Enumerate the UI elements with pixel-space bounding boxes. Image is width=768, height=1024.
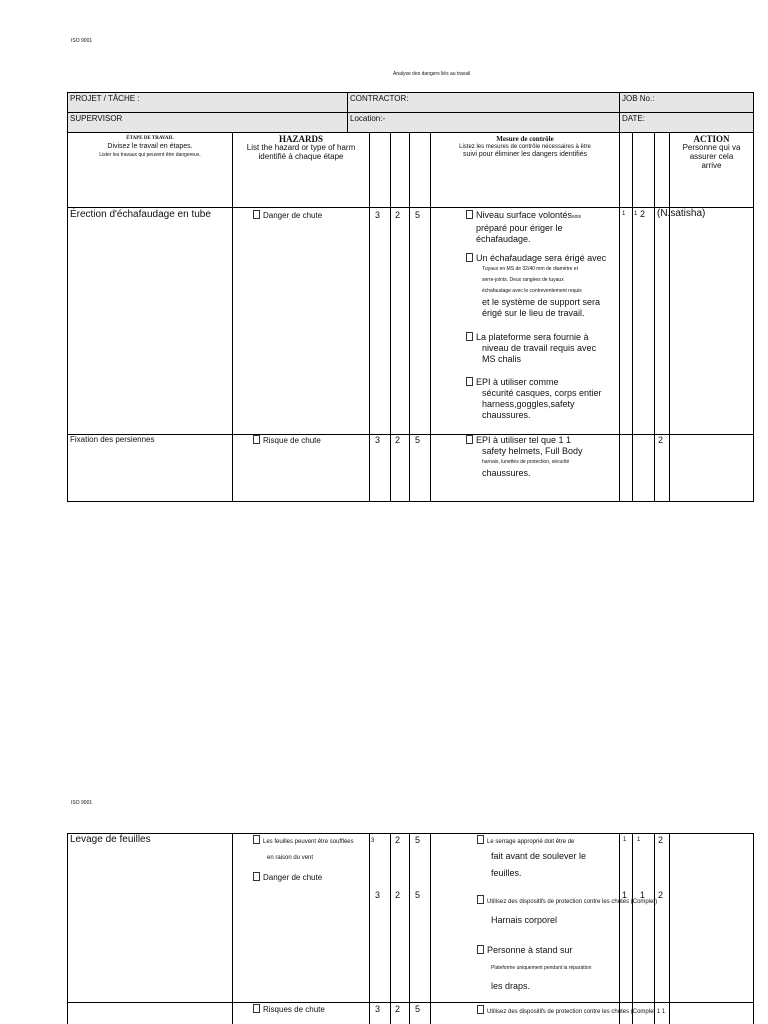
contractor-label: CONTRACTOR: xyxy=(350,94,409,103)
row1-c2s1: Tuyaux en MS de 32/40 mm de diamètre et xyxy=(482,266,578,272)
row1-c4b: sécurité casques, corps entier xyxy=(482,388,602,398)
supervisor-label: SUPERVISOR xyxy=(70,114,123,123)
bullet-box-icon xyxy=(466,253,473,262)
row1-hazard-text: Danger de chute xyxy=(263,211,323,220)
p2-row2-hazard-text: Risques de chute xyxy=(263,1005,325,1014)
control-header-title: Mesure de contrôle xyxy=(496,135,554,143)
p2-row1-control-1 xyxy=(477,835,627,882)
bullet-box-icon xyxy=(466,435,473,444)
row1-c3b: niveau de travail requis avec xyxy=(482,343,597,353)
date-label: DATE: xyxy=(622,114,645,123)
p2-row1-control-2 xyxy=(477,895,727,931)
row1-n3: 5 xyxy=(415,210,421,220)
bullet-box-icon xyxy=(253,872,260,881)
row2-step: Fixation des persiennes xyxy=(70,435,155,444)
row1-n1: 3 xyxy=(375,210,381,220)
control-header-line2: suivi pour éliminer les dangers identifiés xyxy=(462,151,588,158)
hazard-column-header xyxy=(233,135,369,161)
row1-c3: La plateforme sera fournie à xyxy=(476,332,589,342)
hazard-header-line1: List the hazard or type of harm xyxy=(246,143,356,152)
row2-c1s: harnais, lunettes de protection, sécurité xyxy=(482,459,570,465)
p2-row1-control-3 xyxy=(477,941,637,995)
p2-row1-m2: 2 xyxy=(395,890,401,900)
p2-row1-n3: 5 xyxy=(415,835,421,845)
p2-c1b: fait avant de soulever le xyxy=(491,851,587,861)
action-header-line3: arrive xyxy=(701,161,722,170)
bullet-box-icon xyxy=(477,835,484,844)
row2-a3: 2 xyxy=(658,435,664,445)
p2-hazard2: Danger de chute xyxy=(263,873,323,882)
control-header-line1: Listez les mesures de contrôle nécessaires à être xyxy=(459,144,591,150)
row1-a3: 2 xyxy=(640,209,646,219)
row1-n2: 2 xyxy=(395,210,401,220)
p2-row2-n3: 5 xyxy=(415,1004,421,1014)
hazard-header-title: HAZARDS xyxy=(278,134,323,144)
iso-label-page2: ISO 9001 xyxy=(71,800,93,806)
action-header-line1: Personne qui va xyxy=(682,143,741,152)
action-column-header xyxy=(670,135,753,170)
p2-row2-control-1 xyxy=(477,1005,665,1015)
bullet-box-icon xyxy=(253,210,260,219)
p2-row1-a1: 1 xyxy=(623,837,627,843)
p2-row1-a3: 2 xyxy=(658,835,664,845)
step-header-title: ÉTAPE DE TRAVAIL xyxy=(126,136,174,141)
p2-c2b: Harnais corporel xyxy=(491,915,558,925)
row1-control-3 xyxy=(466,332,626,365)
project-label: PROJET / TÂCHE : xyxy=(70,94,140,103)
row1-hazard xyxy=(253,210,322,221)
row2-n2: 2 xyxy=(395,435,401,445)
p2-row1-m3: 5 xyxy=(415,890,421,900)
p2-row1-n1: 3 xyxy=(371,838,375,844)
p2-row1-m1: 3 xyxy=(375,890,381,900)
p2-hazard1: Les feuilles peuvent être soufflées xyxy=(263,839,354,845)
row2-c1c: chaussures. xyxy=(482,468,531,478)
p2-row2-n1: 3 xyxy=(375,1004,381,1014)
p2-row2-n2: 2 xyxy=(395,1004,401,1014)
p2-row1-b2: 1 xyxy=(640,890,646,900)
row1-step: Érection d'échafaudage en tube xyxy=(70,209,211,220)
bullet-box-icon xyxy=(253,835,260,844)
document-title: Analyse des dangers liés au travail xyxy=(393,71,471,77)
row1-c2c: érigé sur le lieu de travail. xyxy=(482,308,585,318)
row1-c4d: chaussures. xyxy=(482,410,531,420)
bullet-box-icon xyxy=(477,895,484,904)
row1-c3c: MS chalis xyxy=(482,354,522,364)
row1-control-4 xyxy=(466,377,626,421)
p2-c3c: les draps. xyxy=(491,981,531,991)
row1-c1: Niveau surface volontés xyxy=(476,210,573,220)
row2-n3: 5 xyxy=(415,435,421,445)
row2-c1b: safety helmets, Full Body xyxy=(482,446,583,456)
header-band-2 xyxy=(67,112,753,132)
p2-row1-b3: 2 xyxy=(658,890,664,900)
iso-label: ISO 9001 xyxy=(71,38,93,44)
row1-sois: sois xyxy=(572,214,581,220)
p2-row1-hazard xyxy=(253,835,371,883)
row1-c4c: harness,goggles,safety xyxy=(482,399,575,409)
location-label: Location:- xyxy=(350,114,386,123)
p2-row1-a2: 1 xyxy=(637,837,641,843)
row1-a2: 1 xyxy=(634,211,638,217)
bullet-box-icon xyxy=(253,435,260,444)
hazard-header-line2: identifié à chaque étape xyxy=(258,152,344,161)
p2-row1-b1: 1 xyxy=(622,890,628,900)
row1-c4: EPI à utiliser comme xyxy=(476,377,559,387)
step-header-line2: Lister les travaux qui peuvent être dangereux. xyxy=(99,152,201,158)
p2-row1-n2: 2 xyxy=(395,835,401,845)
row1-c2: Un échafaudage sera érigé avec xyxy=(476,253,607,263)
p2-c1: Le serrage approprié doit être de xyxy=(487,839,575,845)
p2-hazard1b: en raison du vent xyxy=(267,855,314,861)
action-header-line2: assurer cela xyxy=(689,152,734,161)
p2-row1-step: Levage de feuilles xyxy=(70,834,151,845)
bullet-box-icon xyxy=(477,1005,484,1014)
row1-c1c: échafaudage. xyxy=(476,234,531,244)
p2-c1c: feuilles. xyxy=(491,868,522,878)
p2-row2-hazard xyxy=(253,1004,325,1015)
bullet-box-icon xyxy=(477,945,484,954)
bullet-box-icon xyxy=(466,377,473,386)
p2-c3s: Plateforme uniquement pendant la réparation xyxy=(491,965,592,971)
row1-action-person: (N.satisha) xyxy=(657,208,706,219)
row1-control-1 xyxy=(466,210,614,245)
row2-hazard-text: Risque de chute xyxy=(263,436,321,445)
row1-c2b: et le système de support sera xyxy=(482,297,601,307)
p2-c2: Utilisez des dispositifs de protection contre les chutes (Complet) xyxy=(487,899,658,905)
bullet-box-icon xyxy=(466,210,473,219)
step-column-header xyxy=(68,135,232,159)
job-number-label: JOB No.: xyxy=(622,94,655,103)
row1-control-2 xyxy=(466,253,628,319)
row1-c1b: préparé pour ériger le xyxy=(476,223,563,233)
p2-row2-c1: Utilisez des dispositifs de protection contre les chutes (Complet 1 1 xyxy=(487,1009,666,1015)
row2-control-1 xyxy=(466,435,636,479)
action-header-title: ACTION xyxy=(693,134,730,144)
bullet-box-icon xyxy=(466,332,473,341)
row1-c2s3: échafaudage avec le contreventement requis xyxy=(482,288,582,294)
control-column-header xyxy=(431,135,619,159)
row2-n1: 3 xyxy=(375,435,381,445)
row2-c1: EPI à utiliser tel que 1 1 xyxy=(476,435,572,445)
row1-c2s2: serre-joints. Deux rangées de tuyaux xyxy=(482,277,564,283)
step-header-line1: Divisez le travail en étapes. xyxy=(107,143,193,150)
row1-a1: 1 xyxy=(622,211,626,217)
p2-c3: Personne à stand sur xyxy=(487,945,573,955)
row2-hazard xyxy=(253,435,321,446)
bullet-box-icon xyxy=(253,1004,260,1013)
